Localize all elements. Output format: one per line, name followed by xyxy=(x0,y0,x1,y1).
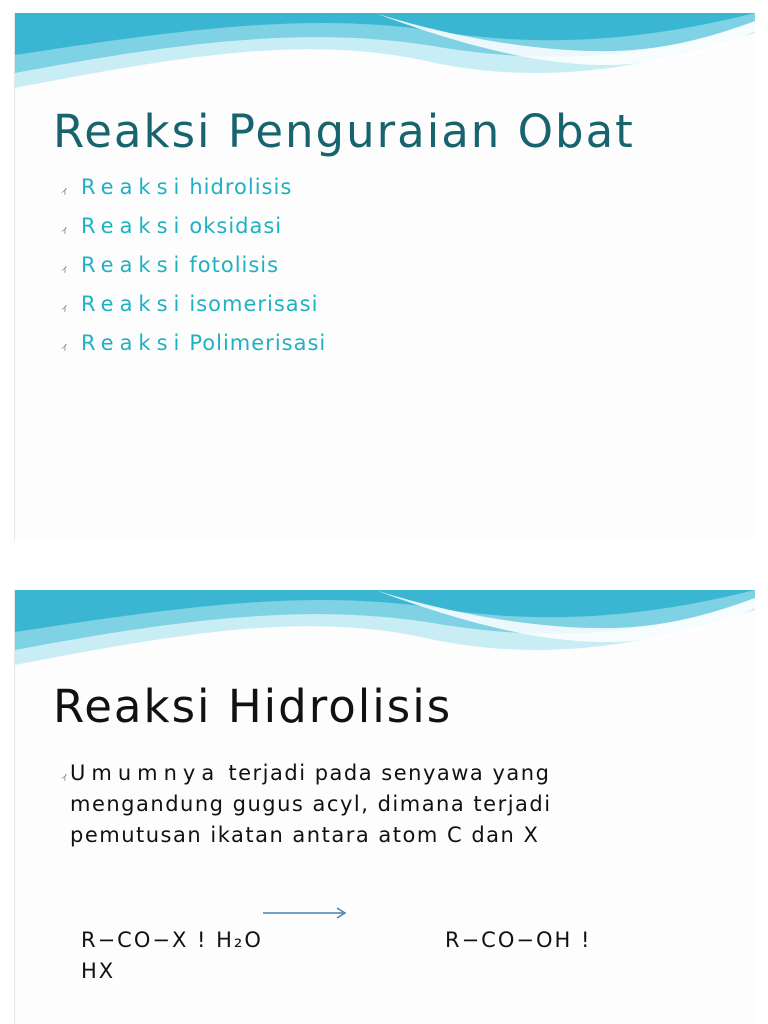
bullet-icon: ィ xyxy=(59,262,70,275)
reaction-arrow-icon xyxy=(263,906,349,920)
bullet-icon: ィ xyxy=(59,340,70,353)
list-item: ィ Reaksi fotolisis xyxy=(59,253,280,277)
list-item: ィ Reaksi Polimerisasi xyxy=(59,331,327,355)
list-item: ィ Reaksi isomerisasi xyxy=(59,292,319,316)
bullet-paragraph xyxy=(59,758,659,851)
list-item: ィ Reaksi hidrolisis xyxy=(59,175,293,199)
slide-title: Reaksi Penguraian Obat xyxy=(53,105,635,158)
slide-2 xyxy=(14,590,755,1024)
bullet-list xyxy=(59,175,326,370)
slide-1 xyxy=(14,13,755,540)
equation-reactants: R−CO−X ! H₂O xyxy=(81,928,263,952)
equation-products: R−CO−OH ! xyxy=(445,928,592,952)
slide-title: Reaksi Hidrolisis xyxy=(53,680,453,733)
bullet-icon: ィ xyxy=(59,301,70,314)
list-item: ィ Reaksi oksidasi xyxy=(59,214,283,238)
bullet-icon: ィ xyxy=(59,184,70,197)
equation-continuation: HX xyxy=(81,959,116,983)
bullet-icon: ィ xyxy=(59,770,70,783)
paragraph-text: Umumnya terjadi pada senyawa yang mengandung gugus acyl, dimana terjadi pemutusan ikatan antara atom C dan X xyxy=(70,761,552,847)
bullet-icon: ィ xyxy=(59,223,70,236)
